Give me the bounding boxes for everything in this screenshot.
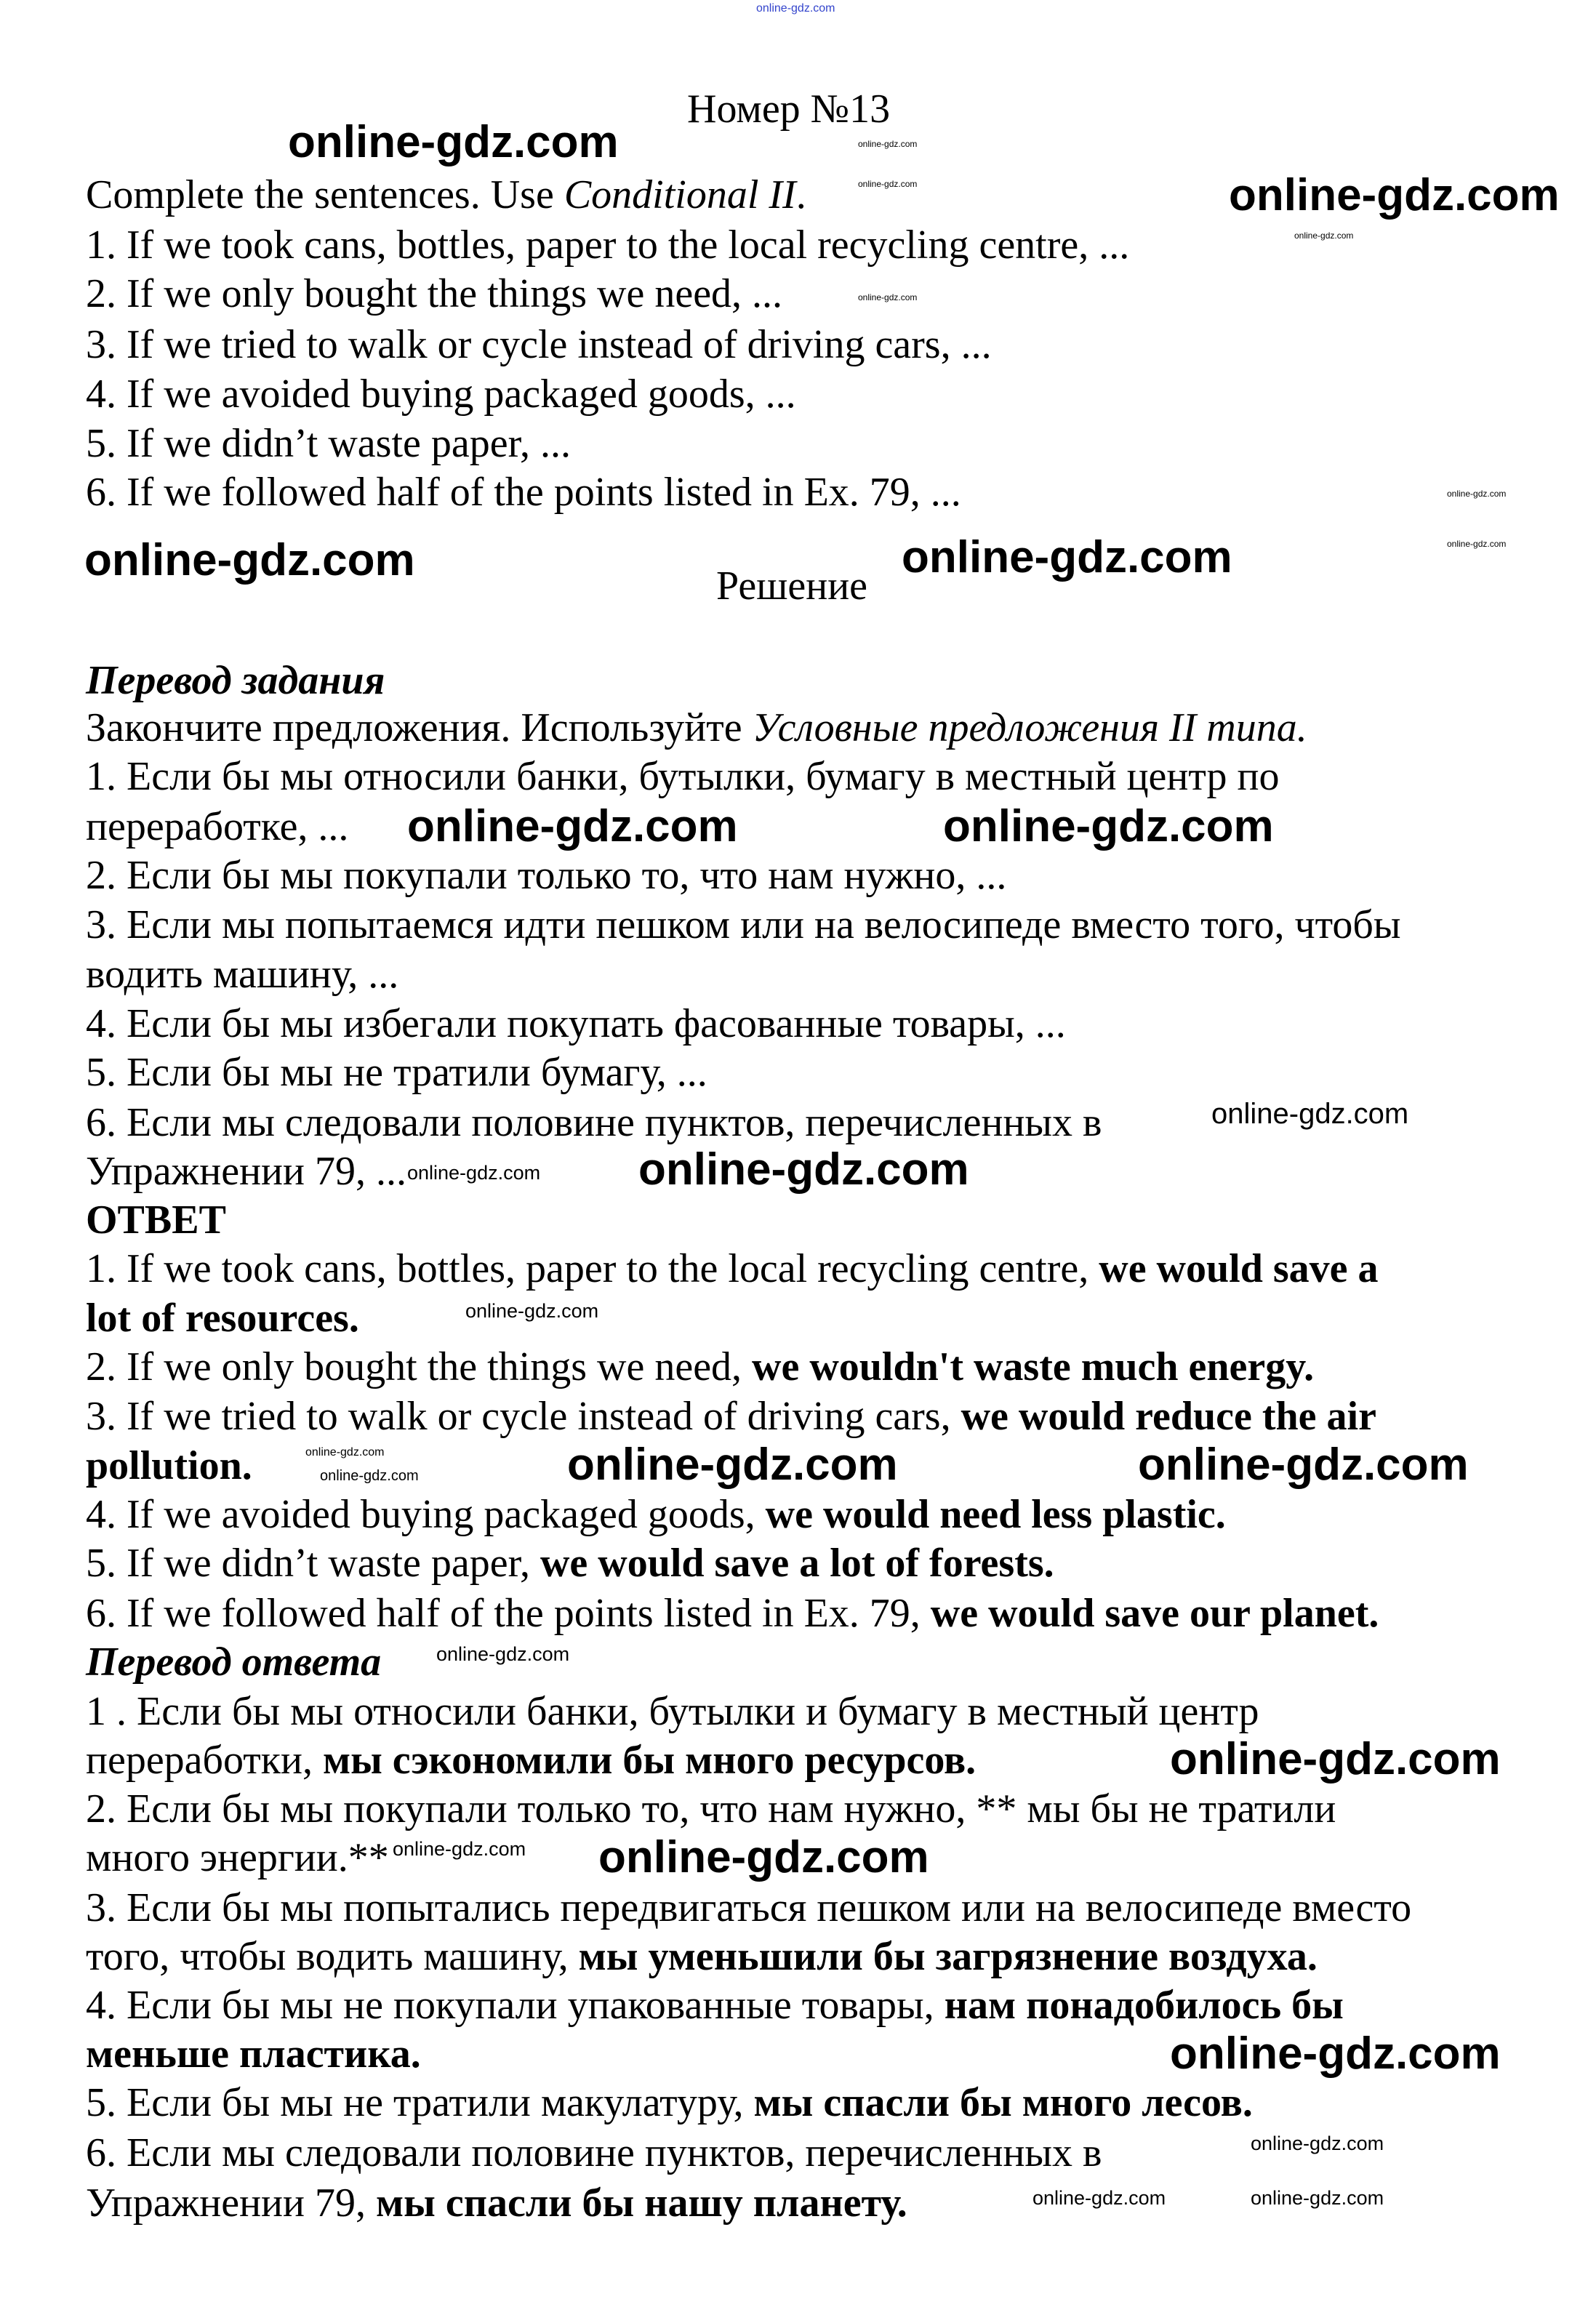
watermark: online-gdz.com — [567, 1440, 898, 1490]
line-bold: нам понадобилось бы — [944, 1983, 1344, 2028]
watermark: online-gdz.com — [1447, 489, 1507, 499]
answer-line — [86, 1293, 359, 1343]
answer-translation-line — [86, 1932, 1318, 1981]
answer-plain: 3. If we tried to walk or cycle instead of driving cars, — [86, 1394, 961, 1439]
answer-bold: we would reduce the air — [961, 1394, 1376, 1439]
answer-bold: we would save our planet. — [930, 1591, 1379, 1636]
line-plain: 5. Если бы мы не тратили макулатуру, — [86, 2080, 754, 2125]
answer-plain: 4. If we avoided buying packaged goods, — [86, 1492, 766, 1537]
answer-translation-line — [86, 1833, 389, 1882]
task-translation-heading: Перевод задания — [86, 658, 385, 703]
translation-line: переработке, ... — [86, 804, 349, 849]
answer-line — [86, 1244, 1378, 1293]
instruction-italic: Условные предложения II типа. — [752, 705, 1307, 750]
watermark: online-gdz.com — [1447, 539, 1507, 549]
line-plain: 4. Если бы мы не покупали упакованные товары, — [86, 1983, 945, 2028]
translation-line: 6. Если мы следовали половине пунктов, перечисленных в — [86, 1100, 1102, 1145]
instruction-text: Complete the sentences. Use — [86, 172, 564, 217]
answer-translation-line — [86, 2128, 1102, 2178]
translation-line: 1. Если бы мы относили банки, бутылки, бумагу в местный центр по — [86, 754, 1280, 799]
answer-translation-line — [86, 1883, 1411, 1933]
watermark: online-gdz.com — [1229, 170, 1560, 220]
page-title: Номер №13 — [687, 87, 891, 132]
task-item: 6. If we followed half of the points listed in Ex. 79, ... — [86, 470, 961, 515]
translation-line: 5. Если бы мы не тратили бумагу, ... — [86, 1050, 707, 1095]
answer-translation-line — [86, 2178, 907, 2228]
line-bold: меньше пластика. — [86, 2031, 421, 2077]
watermark: online-gdz.com — [1211, 1098, 1409, 1130]
answer-bold: we would save a — [1099, 1246, 1379, 1291]
line-bold: мы уменьшили бы загрязнение воздуха. — [578, 1934, 1318, 1979]
line-plain: Упражнении 79, — [86, 2180, 376, 2226]
line-plain: 6. Если мы следовали половине пунктов, перечисленных в — [86, 2130, 1102, 2175]
answer-translation-line — [86, 1784, 1336, 1834]
watermark: online-gdz.com — [598, 1832, 929, 1882]
answer-bold: we would save a lot of forests. — [540, 1541, 1054, 1586]
answer-heading: ОТВЕТ — [86, 1197, 226, 1243]
watermark: online-gdz.com — [756, 2, 835, 15]
watermark: online-gdz.com — [465, 1300, 599, 1322]
task-item: 4. If we avoided buying packaged goods, ... — [86, 372, 796, 417]
translation-line: Упражнении 79, ... — [86, 1149, 406, 1194]
answer-translation-line — [86, 2078, 1253, 2127]
line-plain: 1 . Если бы мы относили банки, бутылки и бумагу в местный центр — [86, 1689, 1259, 1734]
watermark: online-gdz.com — [407, 801, 738, 851]
watermark: online-gdz.com — [1032, 2187, 1166, 2209]
watermark: online-gdz.com — [858, 139, 918, 149]
line-bold: мы спасли бы много лесов. — [753, 2080, 1253, 2125]
watermark: online-gdz.com — [858, 292, 918, 302]
instruction-italic: Conditional II — [564, 172, 796, 217]
watermark: online-gdz.com — [1138, 1440, 1469, 1490]
answer-bold: we would need less plastic. — [765, 1492, 1226, 1537]
answer-translation-line — [86, 1981, 1344, 2030]
translation-line: 4. Если бы мы избегали покупать фасованные товары, ... — [86, 1001, 1066, 1046]
watermark: online-gdz.com — [1251, 2187, 1384, 2209]
answer-line — [86, 1342, 1314, 1392]
answer-bold: we wouldn't waste much energy. — [752, 1344, 1315, 1389]
task-item: 2. If we only bought the things we need, ... — [86, 271, 783, 316]
answer-bold: pollution. — [86, 1443, 252, 1488]
line-plain: 2. Если бы мы покупали только то, что нам нужно, ** мы бы не тратили — [86, 1786, 1336, 1831]
task-instruction — [86, 170, 806, 220]
line-plain: того, чтобы водить машину, — [86, 1934, 579, 1979]
watermark: online-gdz.com — [320, 1468, 419, 1484]
translation-line: водить машину, ... — [86, 952, 399, 997]
task-item: 3. If we tried to walk or cycle instead of driving cars, ... — [86, 322, 992, 367]
answer-translation-line — [86, 1687, 1259, 1736]
watermark: online-gdz.com — [902, 532, 1232, 582]
watermark: online-gdz.com — [1251, 2133, 1384, 2154]
answer-bold: lot of resources. — [86, 1296, 359, 1341]
answer-line — [86, 1392, 1376, 1441]
watermark: online-gdz.com — [1294, 230, 1354, 241]
answer-line — [86, 1441, 252, 1490]
translation-instruction — [86, 703, 1307, 753]
instruction-end: . — [795, 172, 806, 217]
watermark: online-gdz.com — [436, 1643, 570, 1665]
answer-translation-heading: Перевод ответа — [86, 1640, 382, 1685]
watermark: online-gdz.com — [288, 117, 619, 167]
task-item: 1. If we took cans, bottles, paper to the local recycling centre, ... — [86, 222, 1130, 268]
solution-label: Решение — [716, 563, 868, 609]
answer-line — [86, 1538, 1054, 1588]
task-item: 5. If we didn’t waste paper, ... — [86, 421, 571, 466]
answer-line — [86, 1589, 1379, 1638]
answer-plain: 2. If we only bought the things we need, — [86, 1344, 753, 1389]
answer-plain: 6. If we followed half of the points listed in Ex. 79, — [86, 1591, 931, 1636]
answer-plain: 5. If we didn’t waste paper, — [86, 1541, 540, 1586]
line-plain: переработки, — [86, 1738, 323, 1783]
translation-line: 2. Если бы мы покупали только то, что нам нужно, ... — [86, 853, 1007, 898]
line-bold: мы сэкономили бы много ресурсов. — [322, 1738, 977, 1783]
line-plain: много энергии.** — [86, 1835, 389, 1880]
line-plain: 3. Если бы мы попытались передвигаться пешком или на велосипеде вместо — [86, 1885, 1412, 1930]
watermark: online-gdz.com — [1170, 2029, 1501, 2079]
watermark: online-gdz.com — [638, 1144, 969, 1195]
watermark: online-gdz.com — [84, 535, 415, 585]
watermark: online-gdz.com — [407, 1162, 541, 1184]
answer-translation-line — [86, 1736, 976, 1785]
line-bold: мы спасли бы нашу планету. — [375, 2180, 907, 2226]
instruction-text: Закончите предложения. Используйте — [86, 705, 753, 750]
watermark: online-gdz.com — [858, 179, 918, 189]
watermark: online-gdz.com — [393, 1838, 526, 1860]
answer-plain: 1. If we took cans, bottles, paper to the local recycling centre, — [86, 1246, 1099, 1291]
answer-line — [86, 1490, 1226, 1539]
answer-translation-line — [86, 2029, 421, 2079]
watermark: online-gdz.com — [305, 1446, 385, 1459]
translation-line: 3. Если мы попытаемся идти пешком или на велосипеде вместо того, чтобы — [86, 902, 1401, 947]
watermark: online-gdz.com — [943, 801, 1274, 851]
watermark: online-gdz.com — [1170, 1734, 1501, 1784]
